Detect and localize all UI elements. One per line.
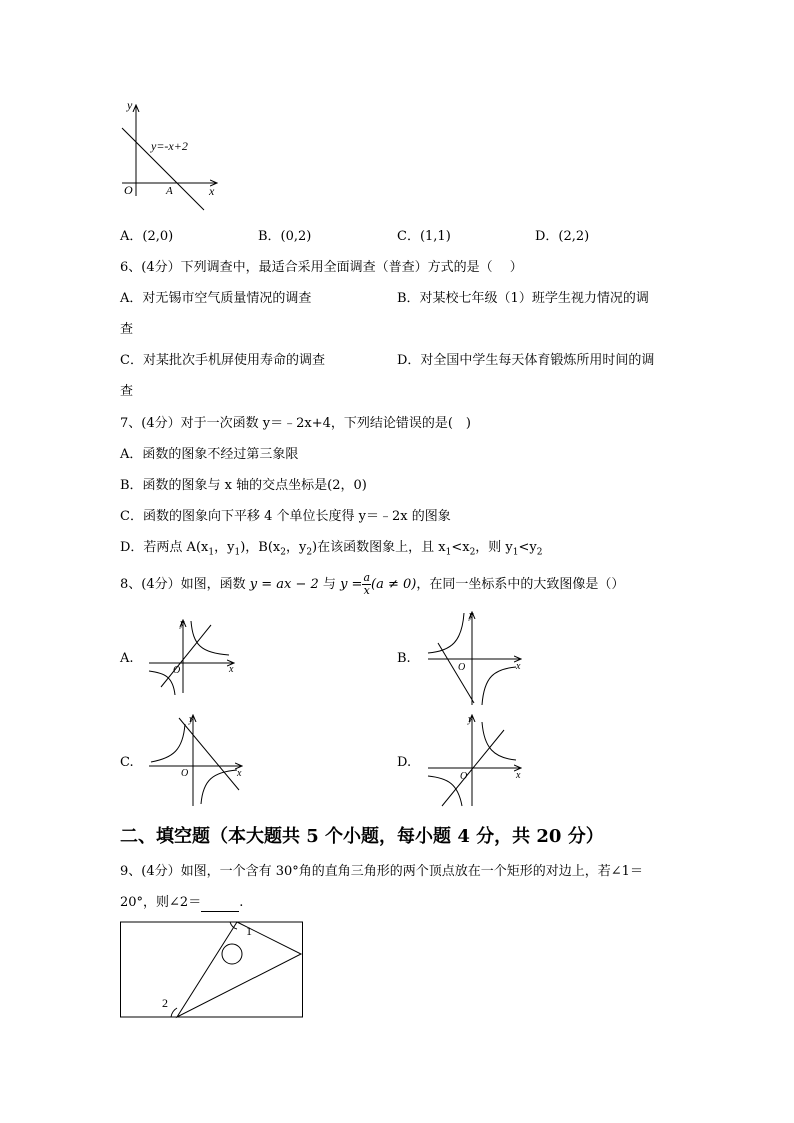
q7-option-b: B．函数的图象与 x 轴的交点坐标是(2，0) [120, 478, 367, 493]
svg-text:O: O [173, 665, 181, 676]
q8-label-c: C. [120, 755, 134, 770]
q7-stem: 7、(4分）对于一次函数 y＝﹣2x+4，下列结论错误的是( ) [120, 416, 472, 431]
q8-label-b: B. [397, 651, 411, 666]
q8-label-d: D. [397, 755, 412, 770]
svg-text:O: O [458, 662, 466, 673]
q5-line-label: y=-x+2 [151, 139, 188, 153]
q5-point-label: A [166, 185, 173, 197]
svg-text:x: x [516, 770, 521, 781]
q8-fraction: $\frac{a}{x}$ [363, 571, 371, 597]
q6-option-b-cont: 查 [120, 322, 134, 337]
svg-text:y: y [469, 610, 474, 621]
q9-angle-2-label: 2 [162, 996, 168, 1010]
q5-y-label: y [127, 98, 133, 112]
q8-stem: 8、(4分）如图，函数 y = ax − 2 与 y = $\frac{a}{x}$ (a ≠ 0)，在同一坐标系中的大致图像是（） [120, 571, 625, 597]
q5-option-c: C．(1,1) [397, 229, 451, 244]
q8-label-a: A. [120, 651, 134, 666]
q8-formula-inverse: y = [340, 577, 363, 592]
q6-option-a: A．对无锡市空气质量情况的调查 [120, 291, 312, 306]
svg-text:x: x [237, 768, 242, 779]
q9-angle-1-label: 1 [246, 924, 252, 938]
q5-option-d: D．(2,2) [535, 229, 590, 244]
q7-option-c: C．函数的图象向下平移 4 个单位长度得 y＝﹣2x 的图象 [120, 509, 451, 524]
q5-option-b: B．(0,2) [258, 229, 312, 244]
q9-figure [119, 920, 305, 1020]
q5-x-label: x [209, 184, 215, 198]
q8-graph-b [424, 607, 524, 707]
section-heading: 二、填空题（本大题共 5 个小题，每小题 4 分，共 20 分） [120, 826, 604, 847]
q6-stem: 6、(4分）下列调查中，最适合采用全面调查（普查）方式的是（ ） [120, 260, 523, 275]
q9-rectangle [121, 922, 303, 1017]
svg-text:y: y [468, 714, 473, 725]
q5-origin-label: O [124, 183, 133, 197]
q8-graph-a [145, 615, 237, 695]
q9-stem-line1: 9、(4分）如图，一个含有 30°角的直角三角形的两个顶点放在一个矩形的对边上，若∠1＝ [120, 864, 643, 879]
q5-figure [112, 96, 222, 214]
q9-answer-blank[interactable] [201, 898, 239, 912]
q8-graph-d [424, 712, 524, 808]
q6-option-b: B．对某校七年级（1）班学生视力情况的调 [397, 291, 649, 306]
q9-triangle-hole [222, 944, 242, 964]
q7-option-a: A．函数的图象不经过第三象限 [120, 447, 299, 462]
q6-option-d: D．对全国中学生每天体育锻炼所用时间的调 [397, 353, 655, 368]
svg-text:y: y [180, 618, 185, 629]
svg-text:x: x [229, 664, 234, 675]
svg-text:O: O [460, 771, 468, 782]
q6-option-d-cont: 查 [120, 384, 134, 399]
q6-option-c: C．对某批次手机屏使用寿命的调查 [120, 353, 325, 368]
svg-text:x: x [516, 661, 521, 672]
q5-option-a: A．(2,0) [120, 229, 174, 244]
q9-triangle [177, 922, 301, 1017]
q7-option-d: D．若两点 $A(x_1$，$y_1$)，$B(x_2$，$y_2$)在该函数图象上，且 $x_1<x_2$，则 $y_1<y_2$ [120, 540, 543, 558]
q8-formula-linear: y = ax − 2 [249, 577, 319, 592]
q8-graph-c [145, 712, 245, 808]
svg-text:O: O [181, 768, 189, 779]
q9-stem-line2: 20°，则∠2＝ . [120, 895, 244, 910]
svg-text:y: y [189, 714, 194, 725]
